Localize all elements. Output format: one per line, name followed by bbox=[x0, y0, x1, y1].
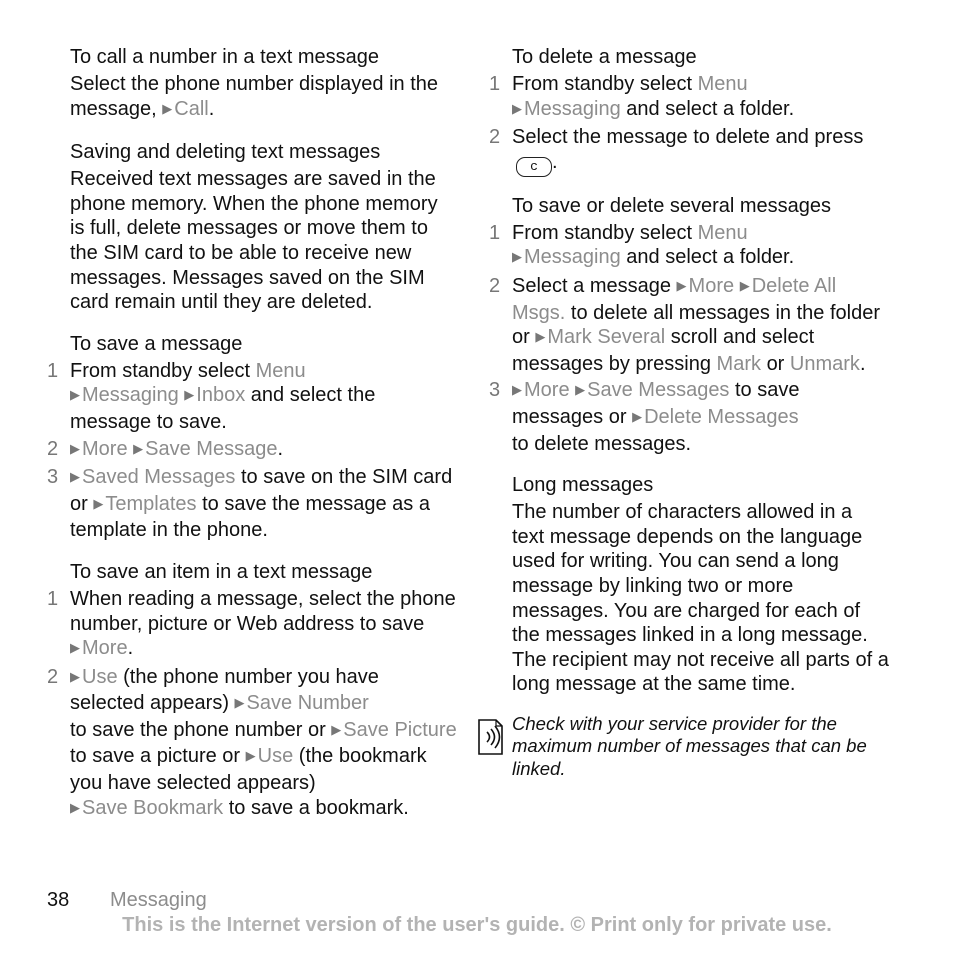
step-3 bbox=[47, 465, 457, 543]
step-number: 3 bbox=[489, 379, 501, 402]
page-number: 38 bbox=[47, 889, 70, 911]
step-number: 2 bbox=[489, 126, 501, 149]
step-text: Select a message bbox=[512, 274, 671, 297]
step-text: to save the phone number or bbox=[70, 718, 326, 741]
arrow-right-icon: ▶ bbox=[70, 387, 80, 403]
menu-save-picture: Save Picture bbox=[343, 718, 457, 741]
arrow-right-icon: ▶ bbox=[70, 799, 80, 815]
step-text: to delete messages. bbox=[512, 432, 691, 455]
menu-messaging: Messaging bbox=[524, 246, 621, 269]
menu-delete-all-msgs: Delete All Msgs. bbox=[512, 274, 837, 324]
step-number: 2 bbox=[47, 437, 59, 460]
menu-menu: Menu bbox=[255, 359, 306, 382]
menu-messaging: Messaging bbox=[82, 384, 179, 407]
punctuation: . bbox=[552, 150, 558, 173]
step-1 bbox=[489, 72, 889, 123]
arrow-right-icon: ▶ bbox=[575, 382, 586, 398]
heading-call-number: To call a number in a text message bbox=[70, 46, 380, 68]
arrow-right-icon: ▶ bbox=[93, 495, 104, 511]
punctuation: . bbox=[859, 352, 866, 375]
punctuation: . bbox=[127, 637, 134, 660]
menu-mark-several: Mark Several bbox=[547, 326, 666, 349]
clear-key-icon: c bbox=[516, 157, 552, 177]
step-text: Select the message to delete and press bbox=[512, 126, 864, 149]
heading-several-messages: To save or delete several messages bbox=[512, 194, 832, 217]
heading-long-messages: Long messages bbox=[512, 474, 654, 497]
arrow-right-icon: ▶ bbox=[676, 277, 687, 293]
long-messages-text: The number of characters allowed in a text message depends on the language used for writing. You can send a long message by linking two or more messages. You are charged for each of the messages linked in a long message. The recipient may not receive all parts of a long message at the same time. bbox=[512, 501, 889, 696]
section-several-messages bbox=[489, 193, 889, 456]
menu-mark: Mark bbox=[716, 352, 761, 375]
step-text: (the phone number you have selected appears) bbox=[70, 665, 379, 715]
saving-deleting-text: Received text messages are saved in the phone memory. When the phone memory is full, delete messages or move them to the SIM card to be able to receive new messages. Messages saved on the SIM card remain until they are deleted. bbox=[70, 168, 438, 314]
menu-more: More bbox=[82, 637, 128, 660]
step-number: 1 bbox=[47, 359, 59, 382]
arrow-right-icon: ▶ bbox=[70, 640, 80, 656]
menu-use: Use bbox=[257, 745, 294, 768]
section-call-number bbox=[47, 44, 457, 123]
step-text: From standby select bbox=[512, 73, 693, 95]
call-number-text bbox=[70, 72, 457, 123]
arrow-right-icon: ▶ bbox=[234, 695, 245, 711]
menu-unmark: Unmark bbox=[789, 352, 860, 375]
step-number: 2 bbox=[47, 665, 59, 688]
step-2 bbox=[489, 274, 889, 376]
step-text: and select a folder. bbox=[626, 97, 795, 120]
step-text: to save the message as a template in the phone. bbox=[70, 492, 430, 542]
menu-menu: Menu bbox=[697, 73, 748, 95]
step-number: 2 bbox=[489, 274, 501, 297]
step-2 bbox=[47, 437, 457, 464]
arrow-right-icon: ▶ bbox=[133, 440, 144, 456]
step-text: to save a bookmark. bbox=[228, 796, 409, 819]
step-text: (the bookmark you have selected appears) bbox=[70, 745, 427, 795]
watermark: This is the Internet version of the user's guide. © Print only for private use. bbox=[122, 914, 832, 936]
menu-more: More bbox=[82, 437, 128, 460]
section-name: Messaging bbox=[110, 889, 207, 911]
step-text: or bbox=[766, 352, 785, 375]
heading-delete-message: To delete a message bbox=[512, 46, 697, 68]
menu-save-messages: Save Messages bbox=[587, 379, 730, 402]
left-column bbox=[47, 44, 457, 838]
note-text: Check with your service provider for the maximum number of messages that can be linked. bbox=[512, 712, 867, 779]
arrow-right-icon: ▶ bbox=[535, 329, 546, 345]
step-number: 1 bbox=[489, 221, 501, 244]
right-column bbox=[489, 44, 889, 780]
step-text: to delete all messages in the folder or bbox=[512, 301, 880, 349]
section-save-message bbox=[47, 331, 457, 543]
menu-inbox: Inbox bbox=[196, 384, 246, 407]
heading-saving-deleting: Saving and deleting text messages bbox=[70, 141, 381, 164]
note-icon bbox=[476, 717, 506, 757]
step-1 bbox=[47, 587, 457, 663]
menu-save-message: Save Message bbox=[145, 437, 278, 460]
menu-templates: Templates bbox=[105, 492, 197, 515]
arrow-right-icon: ▶ bbox=[162, 100, 173, 116]
step-text: From standby select bbox=[70, 359, 251, 382]
heading-save-message: To save a message bbox=[70, 332, 243, 355]
arrow-right-icon: ▶ bbox=[512, 249, 522, 265]
step-text: From standby select bbox=[512, 221, 693, 244]
arrow-right-icon: ▶ bbox=[184, 387, 195, 403]
step-text: and select a folder. bbox=[626, 246, 795, 269]
menu-use: Use bbox=[82, 665, 118, 688]
step-number: 3 bbox=[47, 466, 59, 489]
step-text: to save messages or bbox=[512, 379, 800, 428]
step-1 bbox=[47, 359, 457, 435]
step-text: to save on the SIM card or bbox=[70, 466, 453, 515]
arrow-right-icon: ▶ bbox=[70, 668, 80, 684]
punctuation: . bbox=[277, 437, 283, 460]
menu-messaging: Messaging bbox=[524, 97, 621, 120]
step-text: to save a picture or bbox=[70, 745, 241, 768]
arrow-right-icon: ▶ bbox=[245, 748, 256, 764]
section-delete-message bbox=[489, 44, 889, 177]
section-save-item bbox=[47, 559, 457, 822]
arrow-right-icon: ▶ bbox=[512, 382, 522, 398]
heading-save-item: To save an item in a text message bbox=[70, 560, 373, 583]
arrow-right-icon: ▶ bbox=[70, 469, 80, 485]
menu-save-bookmark: Save Bookmark bbox=[82, 796, 224, 819]
step-3 bbox=[489, 378, 889, 456]
note-box bbox=[489, 713, 889, 781]
step-number: 1 bbox=[47, 587, 59, 610]
menu-menu: Menu bbox=[697, 221, 748, 244]
arrow-right-icon: ▶ bbox=[70, 440, 80, 456]
punctuation: . bbox=[208, 97, 215, 120]
step-text: scroll and select messages by pressing bbox=[512, 326, 815, 375]
section-long-messages bbox=[489, 472, 889, 697]
menu-more: More bbox=[688, 274, 735, 297]
call-text: Select the phone number displayed in the message, bbox=[70, 73, 439, 120]
step-text: and select the message to save. bbox=[70, 384, 376, 433]
arrow-right-icon: ▶ bbox=[512, 100, 522, 116]
arrow-right-icon: ▶ bbox=[739, 277, 750, 293]
menu-more: More bbox=[524, 379, 570, 402]
arrow-right-icon: ▶ bbox=[632, 408, 643, 424]
section-saving-deleting bbox=[47, 139, 457, 315]
menu-delete-messages: Delete Messages bbox=[644, 405, 799, 428]
step-text: When reading a message, select the phone number, picture or Web address to save bbox=[70, 587, 456, 635]
arrow-right-icon: ▶ bbox=[331, 721, 342, 737]
menu-call: Call bbox=[174, 97, 209, 120]
step-number: 1 bbox=[489, 73, 501, 95]
menu-save-number: Save Number bbox=[246, 692, 369, 715]
step-2 bbox=[489, 125, 889, 177]
menu-saved-messages: Saved Messages bbox=[82, 466, 236, 489]
step-1 bbox=[489, 221, 889, 272]
step-2 bbox=[47, 665, 457, 823]
